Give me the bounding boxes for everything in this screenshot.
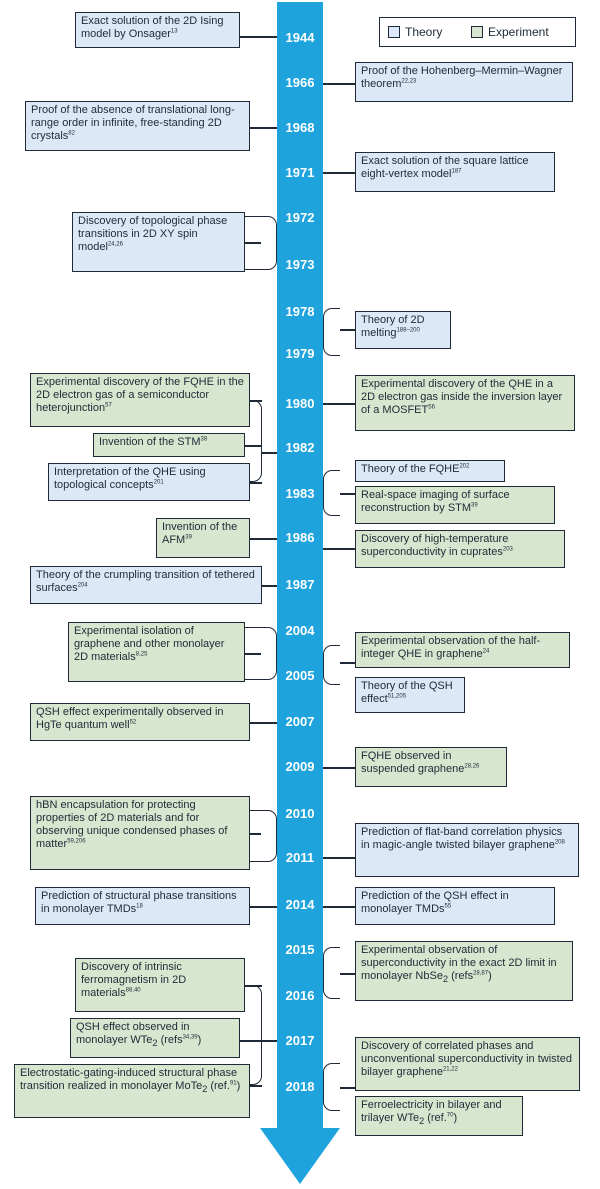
year-label: 2015 — [285, 942, 315, 957]
event-text: Interpretation of the QHE using topological concepts — [54, 466, 206, 491]
event-ref: 18 — [136, 903, 143, 910]
event-ref: 39 — [185, 534, 192, 541]
event-box — [30, 796, 250, 870]
event-ref: 55 — [444, 903, 452, 910]
connector-line — [250, 127, 277, 129]
year-label: 2004 — [285, 623, 315, 638]
event-box — [355, 887, 555, 925]
bracket-2015-2016 — [323, 947, 340, 999]
year-label: 2011 — [285, 850, 315, 865]
event-box — [35, 887, 250, 925]
event-text: Invention of the AFM — [162, 521, 238, 546]
event-text: Experimental discovery of the FQHE in the 2D electron gas of a semiconductor heterojunction — [36, 376, 244, 414]
year-label: 1973 — [285, 257, 315, 272]
event-box — [355, 632, 570, 668]
connector-line — [250, 722, 277, 724]
event-box — [25, 101, 250, 151]
connector-line — [323, 403, 355, 405]
event-text: Discovery of topological phase transitions in 2D XY spin model — [78, 215, 228, 253]
event-box — [355, 677, 465, 713]
year-label: 1982 — [285, 440, 315, 455]
event-text: Prediction of the QSH effect in monolayer TMDs — [361, 890, 509, 915]
year-label: 1968 — [285, 120, 315, 135]
connector-line — [250, 538, 277, 540]
event-ref-prefix: (refs — [157, 1034, 183, 1046]
connector-line — [323, 857, 355, 859]
event-ref: 56 — [428, 404, 435, 411]
event-text: Real-space imaging of surface reconstruction by STM — [361, 489, 510, 514]
connector-line — [250, 1085, 262, 1087]
event-text: Experimental observation of the half-integer QHE in graphene — [361, 635, 541, 660]
event-text: Discovery of intrinsic ferromagnetism in 2D materials — [81, 961, 187, 999]
connector-line — [323, 83, 355, 85]
bracket-2010-2011 — [250, 810, 277, 862]
event-text: Invention of the STM — [99, 436, 201, 448]
event-text: Exact solution of the 2D Ising model by Onsager — [81, 15, 224, 40]
event-text: Proof of the Hohenberg–Mermin–Wagner theorem — [361, 65, 563, 90]
event-text: Experimental discovery of the QHE in a 2D electron gas inside the inversion layer of a MOSFET — [361, 378, 563, 416]
connector-line — [240, 36, 277, 38]
event-text: Theory of 2D melting — [361, 314, 425, 339]
year-label: 1986 — [285, 530, 315, 545]
event-ref: 187 — [451, 168, 462, 175]
year-label: 1978 — [285, 304, 315, 319]
event-text: Discovery of correlated phases and unconventional superconductivity in twisted bilayer graphene — [361, 1040, 572, 1078]
event-box — [355, 530, 565, 568]
event-text: QSH effect experimentally observed in HgTe quantum well — [36, 706, 224, 731]
event-ref: 201 — [153, 479, 164, 486]
year-label: 2017 — [285, 1033, 315, 1048]
event-ref: 91 — [229, 1080, 237, 1087]
event-ref-prefix: (ref. — [207, 1080, 230, 1092]
connector-line — [262, 1040, 277, 1042]
event-text: Experimental observation of superconductivity in the exact 2D limit in monolayer NbSe — [361, 944, 557, 982]
year-label: 1971 — [285, 165, 315, 180]
bracket-2018 — [323, 1063, 340, 1111]
event-ref: 24,26 — [107, 241, 123, 248]
theory-legend-label: Theory — [405, 25, 443, 39]
event-box — [75, 958, 245, 1012]
year-label: 1980 — [285, 396, 315, 411]
event-box — [355, 823, 579, 877]
event-box — [93, 433, 245, 457]
event-text: Theory of the crumpling transition of tethered surfaces — [36, 569, 255, 594]
event-box — [355, 941, 573, 1001]
event-box — [355, 1037, 580, 1091]
event-ref: 39 — [471, 502, 478, 509]
event-box — [355, 375, 575, 431]
year-label: 1944 — [285, 30, 315, 45]
event-ref-suffix: ) — [453, 1112, 458, 1124]
event-ref: 28,87 — [473, 970, 489, 977]
event-ref: 88,40 — [125, 987, 141, 994]
bracket-2004-2005 — [245, 627, 277, 680]
event-text: Discovery of high-temperature superconductivity in cuprates — [361, 533, 509, 558]
year-label: 2016 — [285, 988, 315, 1003]
legend — [379, 17, 576, 47]
year-label: 2005 — [285, 668, 315, 683]
event-subscript: 2 — [419, 1116, 425, 1127]
event-text: FQHE observed in suspended graphene — [361, 750, 465, 775]
event-ref: 21,22 — [442, 1066, 458, 1073]
event-ref: 70 — [446, 1112, 454, 1119]
event-ref: 204 — [77, 582, 88, 589]
connector-line — [323, 906, 355, 908]
connector-line — [262, 585, 277, 587]
connector-line — [323, 172, 355, 174]
event-text: QSH effect observed in monolayer WTe — [76, 1021, 190, 1046]
event-subscript: 2 — [202, 1084, 208, 1095]
theory-swatch — [388, 26, 400, 38]
bracket-1978-1979 — [323, 308, 340, 356]
event-text: Proof of the absence of translational long-range order in infinite, free-standing 2D crystals — [31, 104, 235, 142]
year-label: 2014 — [285, 897, 315, 912]
connector-line — [323, 548, 355, 550]
event-text: Exact solution of the square lattice eight-vertex model — [361, 155, 529, 180]
connector-line — [340, 493, 355, 495]
event-box — [355, 152, 555, 192]
event-ref: 202 — [459, 463, 470, 470]
connector-line — [340, 662, 355, 664]
event-box — [48, 463, 250, 501]
event-box — [30, 703, 250, 741]
year-label: 2007 — [285, 714, 315, 729]
event-box — [30, 566, 262, 604]
bracket-1972-1973 — [245, 216, 277, 270]
event-text: Prediction of structural phase transitions in monolayer TMDs — [41, 890, 237, 915]
event-box — [68, 622, 245, 682]
event-ref: 28,26 — [464, 763, 480, 770]
event-ref: 51,205 — [387, 693, 407, 700]
year-label: 1972 — [285, 210, 315, 225]
event-ref-prefix: (refs — [448, 970, 474, 982]
year-label: 2009 — [285, 759, 315, 774]
event-box — [355, 311, 451, 349]
event-ref-prefix: (ref. — [424, 1112, 447, 1124]
event-ref: 59,206 — [67, 838, 86, 845]
experiment-legend-label: Experiment — [488, 25, 549, 39]
bracket-2005 — [323, 645, 340, 685]
event-box — [355, 1096, 523, 1136]
event-box — [355, 62, 573, 102]
event-box — [70, 1018, 240, 1058]
event-ref: 22,23 — [401, 78, 417, 85]
event-ref: 208 — [554, 839, 565, 846]
event-ref: 82 — [68, 130, 75, 137]
event-ref: 8,25 — [135, 651, 148, 658]
connector-line — [250, 482, 262, 484]
connector-line — [262, 452, 277, 454]
event-text: Electrostatic-gating-induced structural phase transition realized in monolayer MoTe — [20, 1067, 238, 1092]
event-ref: 52 — [129, 719, 137, 726]
year-label: 2018 — [285, 1079, 315, 1094]
year-label: 1987 — [285, 577, 315, 592]
event-ref: 188–200 — [396, 327, 420, 334]
connector-line — [340, 1087, 355, 1089]
event-subscript: 2 — [152, 1038, 158, 1049]
event-box — [156, 518, 250, 558]
event-box — [30, 373, 250, 427]
event-ref: 24 — [482, 648, 490, 655]
event-ref-suffix: ) — [197, 1034, 202, 1046]
event-text: hBN encapsulation for protecting properties of 2D materials and for observing unique condensed phases of matter — [36, 799, 228, 850]
event-ref: 38 — [200, 436, 208, 443]
event-box — [14, 1064, 250, 1118]
year-label: 1979 — [285, 346, 315, 361]
event-ref-suffix: ) — [488, 970, 492, 982]
event-box — [355, 486, 555, 524]
event-ref: 13 — [170, 28, 178, 35]
connector-line — [250, 906, 277, 908]
event-box — [75, 12, 240, 48]
bracket-1982 — [250, 400, 262, 482]
event-text: Prediction of flat-band correlation physics in magic-angle twisted bilayer graphene — [361, 826, 563, 851]
event-ref-suffix: ) — [236, 1080, 241, 1092]
event-text: Experimental isolation of graphene and other monolayer 2D materials — [74, 625, 225, 663]
timeline-arrowhead — [260, 1128, 340, 1184]
event-box — [355, 747, 507, 787]
year-label: 2010 — [285, 806, 315, 821]
connector-line — [340, 329, 355, 331]
event-ref: 57 — [105, 402, 112, 409]
event-box — [355, 460, 505, 482]
event-box — [72, 212, 245, 272]
event-ref: 34,39 — [182, 1034, 198, 1041]
bracket-1983 — [323, 470, 340, 516]
event-text: Theory of the FQHE — [361, 463, 460, 475]
event-subscript: 2 — [442, 974, 449, 985]
event-text: Ferroelectricity in bilayer and trilayer WTe — [361, 1099, 502, 1124]
connector-line — [323, 767, 355, 769]
experiment-swatch — [471, 26, 483, 38]
event-ref: 203 — [502, 546, 513, 553]
year-label: 1966 — [285, 75, 315, 90]
event-text: Theory of the QSH effect — [361, 680, 453, 705]
connector-line — [340, 973, 355, 975]
year-label: 1983 — [285, 486, 315, 501]
